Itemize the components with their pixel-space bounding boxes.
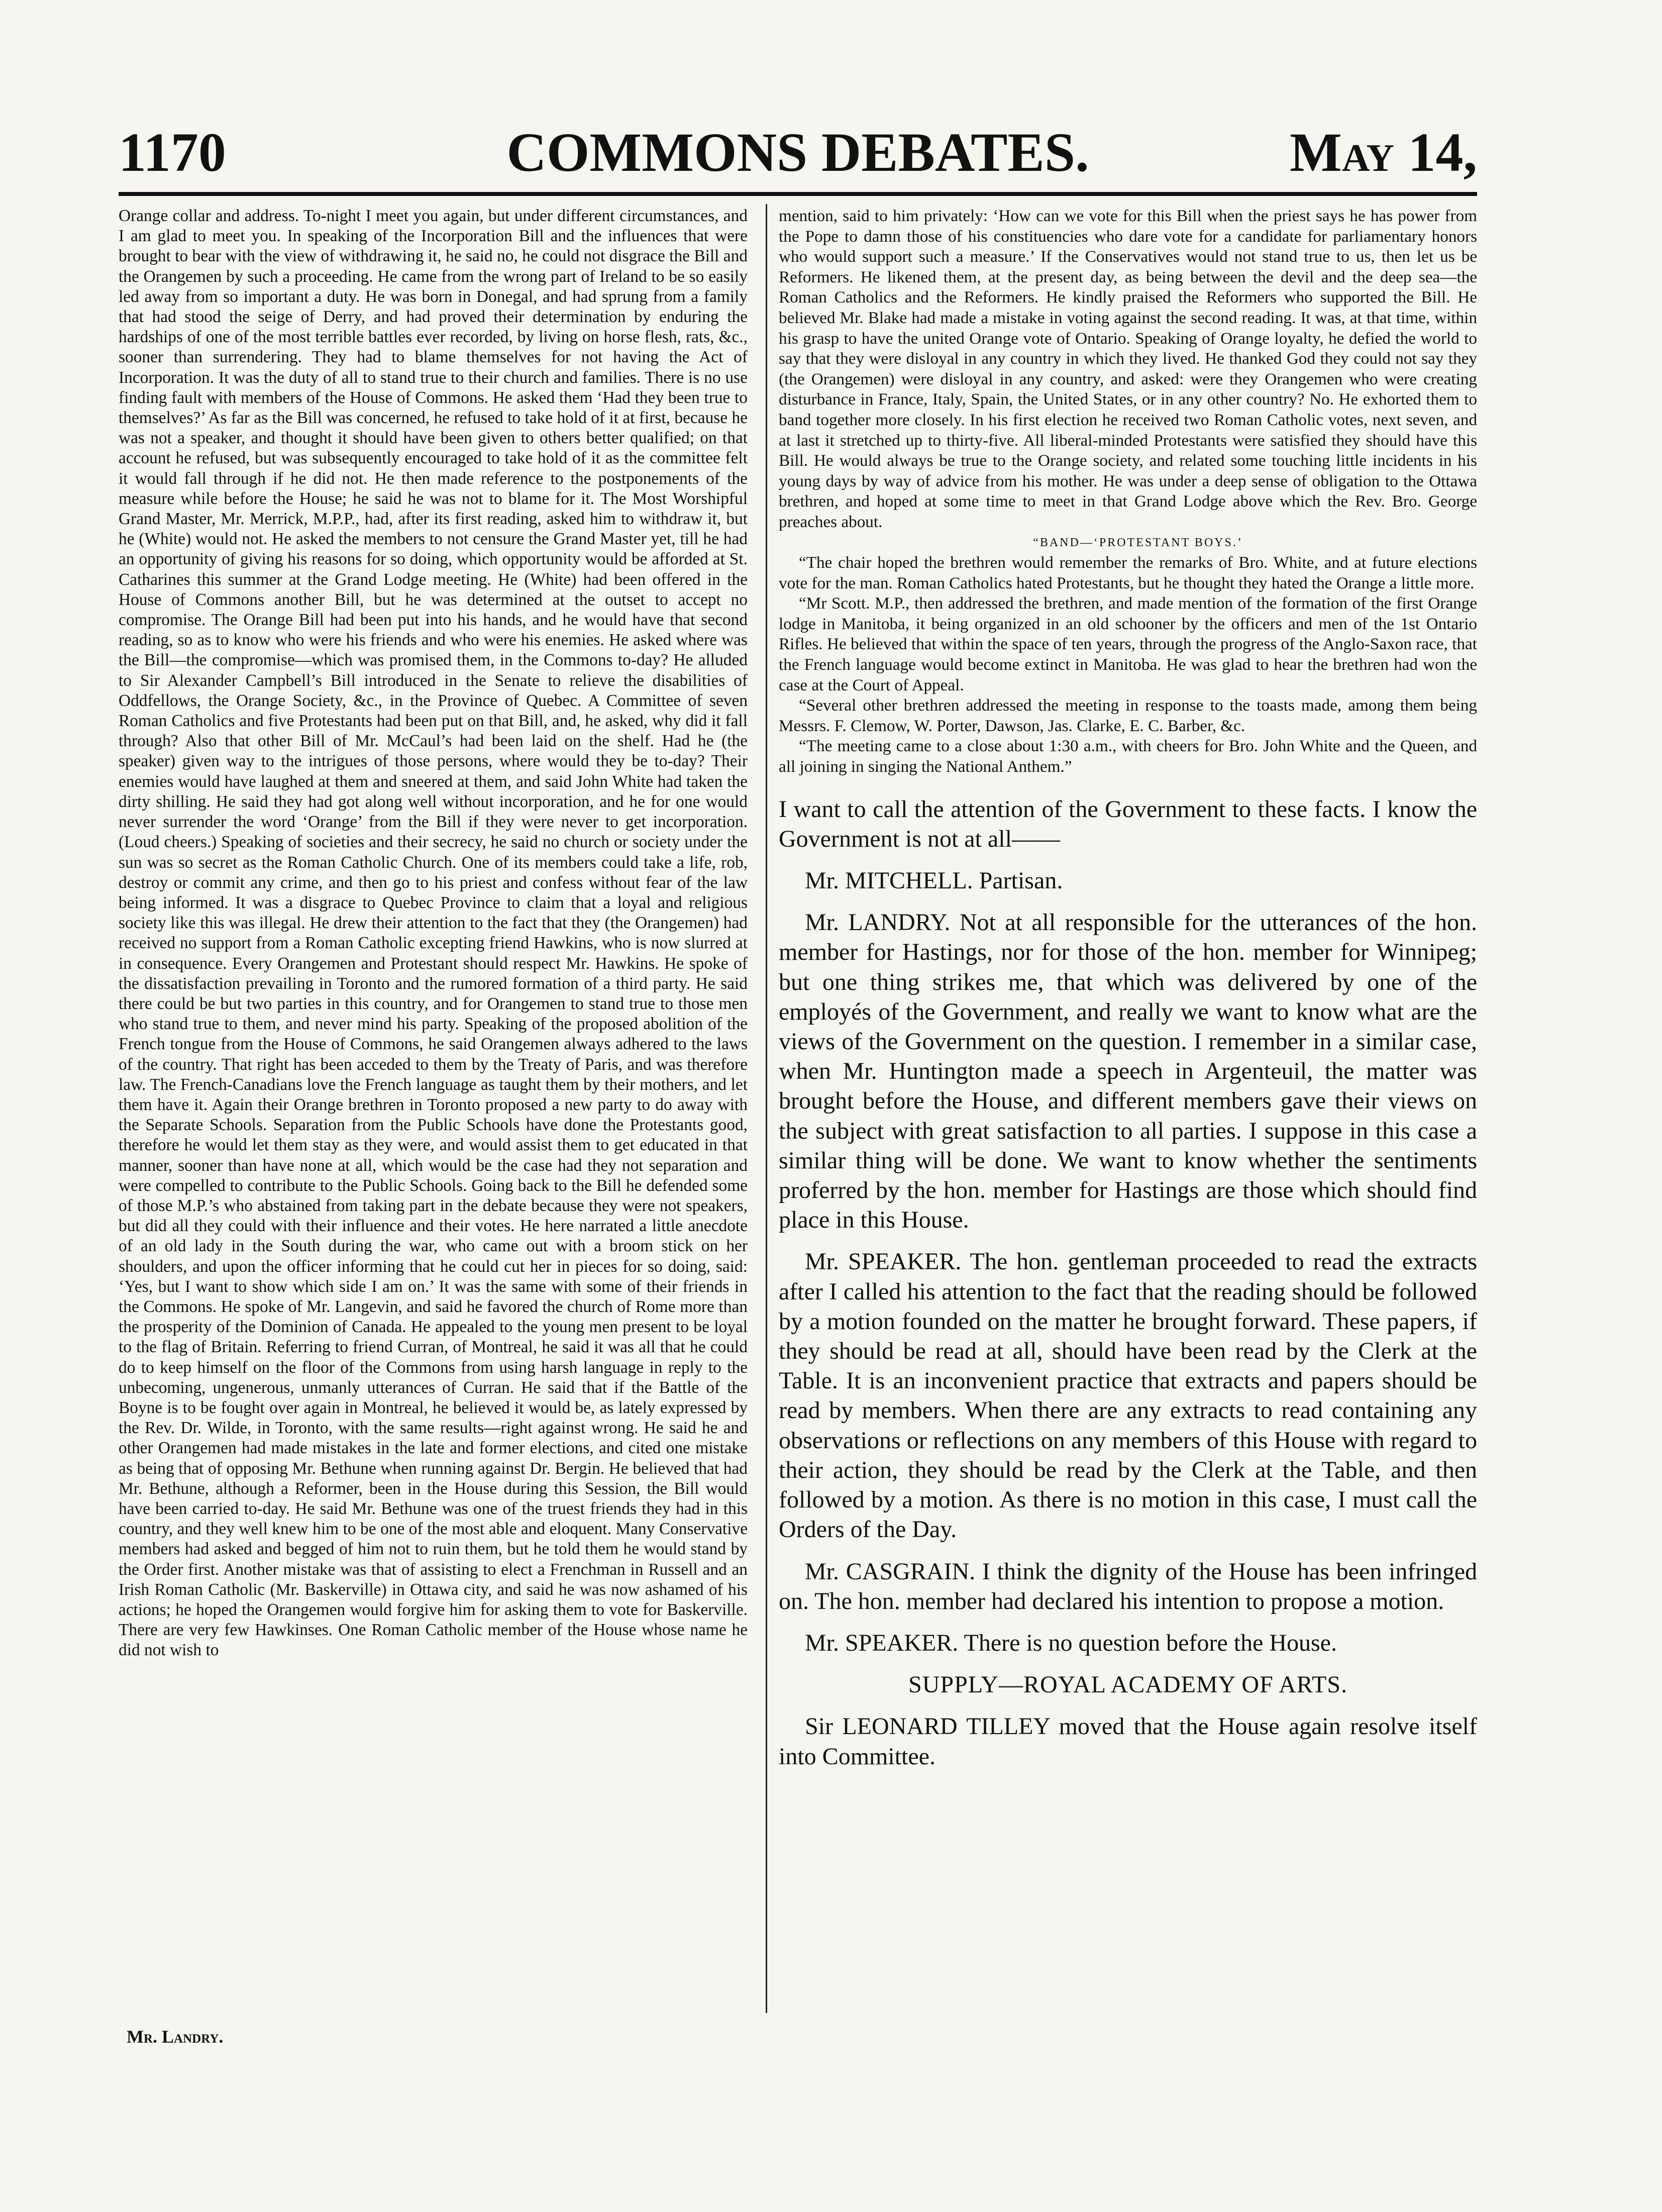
debate-paragraph: Mr. CASGRAIN. I think the dignity of the House has been infringed on. The hon. member had declared his intention to propose a motion.	[779, 1558, 1477, 1615]
quoted-report	[779, 206, 1477, 777]
quote-paragraph: “The chair hoped the brethren would remember the remarks of Bro. White, and at future elections vote for the man. Roman Catholics hated Protestants, but he thought they hated the Orange a little more.	[779, 553, 1477, 592]
debate-paragraph: Mr. LANDRY. Not at all responsible for the utterances of the hon. member for Hastings, nor for those of the hon. member for Winnipeg; but one thing strikes me, that which was delivered by one of the employés of the Government, and really we want to know what are the views of the Government on the question. I remember in a similar case, when Mr. Huntington made a speech in Argenteuil, the matter was brought before the House, and different members gave their views on the subject with great satisfaction to all parties. I suppose in this case a similar thing will be done. We want to know whether the sentiments proferred by the hon. member for Hastings are those which should find place in this House.	[779, 909, 1477, 1234]
quote-paragraph: “The meeting came to a close about 1:30 a.m., with cheers for Bro. John White and the Queen, and all joining in singing the National Anthem.”	[779, 737, 1477, 776]
debate-text	[779, 794, 1477, 1771]
quote-paragraph: “Several other brethren addressed the meeting in response to the toasts made, among them being Messrs. F. Clemow, W. Porter, Dawson, Jas. Clarke, E. C. Barber, &c.	[779, 696, 1477, 735]
page-number: 1170	[119, 122, 226, 183]
quote-subheading: “BAND—‘PROTESTANT BOYS.’	[1033, 536, 1243, 549]
debate-paragraph: Mr. MITCHELL. Partisan.	[805, 867, 1063, 894]
debate-paragraph: Sir LEONARD TILLEY moved that the House again resolve itself into Committee.	[779, 1713, 1477, 1770]
page-header	[119, 120, 1477, 185]
section-heading: SUPPLY—ROYAL ACADEMY OF ARTS.	[908, 1671, 1347, 1698]
debate-paragraph: Mr. SPEAKER. The hon. gentleman proceeded to read the extracts after I called his attention to the fact that the reading should be followed by a motion founded on the matter he brought forward. These papers, if they should be read at all, should have been read by the Clerk at the Table. It is an inconvenient practice that extracts and papers should be read by members. When there are any extracts to read containing any observations or reflections on any members of this House with regard to their action, they should be read by the Clerk at the Table, and then followed by a motion. As there is no motion in this case, I must call the Orders of the Day.	[779, 1248, 1477, 1543]
left-column	[119, 206, 748, 2000]
right-column	[779, 206, 1477, 1995]
footer-speaker-name: Mr. Landry.	[127, 2027, 224, 2047]
quote-paragraph: “Mr Scott. M.P., then addressed the brethren, and made mention of the formation of the first Orange lodge in Manitoba, it being organized in an old schooner by the officers and men of the 1st Ontario Rifles. He believed that within the space of ten years, through the progress of the Anglo-Saxon race, that the French language would become extinct in Manitoba. He was glad to hear the brethren had won the case at the Court of Appeal.	[779, 594, 1477, 694]
left-column-text: Orange collar and address. To-night I meet you again, but under different circumstances, and I am glad to meet you. In speaking of the Incorporation Bill and the influences that were brought to bear with the view of withdrawing it, he said no, he could not disgrace the Bill and the Orangemen by such a proceeding. He came from the wrong part of Ireland to be so easily led away from so important a duty. He was born in Donegal, and had sprung from a family that had stood the seige of Derry, and had proved their determination by enduring the hardships of one of the most terrible battles ever recorded, by living on horse flesh, rats, &c., sooner than surrendering. They had to blame themselves for not having the Act of Incorporation. It was the duty of all to stand true to their church and families. There is no use finding fault with members of the House of Commons. He asked them ‘Had they been true to themselves?’ As far as the Bill was concerned, he refused to take hold of it at first, because he was not a speaker, and thought it should have been given to others better qualified; on that account he refused, but was subsequently encouraged to take hold of it as the committee felt it would fall through if he did not. He then made reference to the postponements of the measure while before the House; he said he was not to blame for it. The Most Worshipful Grand Master, Mr. Merrick, M.P.P., had, after its first reading, asked him to withdraw it, but he (White) would not. He asked the members to not censure the Grand Master yet, till he had an opportunity of giving his reasons for so doing, which opportunity would be afforded at St. Catharines this summer at the Grand Lodge meeting. He (White) had been offered in the House of Commons another Bill, but he was determined at the outset to accept no compromise. The Orange Bill had been put into his hands, and he would have that second reading, so as to know who were his friends and who were his enemies. He asked where was the Bill—the compromise—which was promised them, in the Commons to-day? He alluded to Sir Alexander Campbell’s Bill introduced in the Senate to relieve the disabilities of Oddfellows, the Orange Society, &c., in the Province of Quebec. A Committee of seven Roman Catholics and five Protestants had been put on that Bill, and, he asked, why did it fall through? Also that other Bill of Mr. McCaul’s had been laid on the shelf. Had he (the speaker) given way to the intrigues of those persons, where would they be to-day? Their enemies would have laughed at them and sneered at them, and said John White had taken the dirty shilling. He said they had got along well without incorporation, and he for one would never surrender the word ‘Orange’ from the Bill if they were never to get incorporation. (Loud cheers.) Speaking of societies and their secrecy, he said no church or society under the sun was so secret as the Roman Catholic Church. One of its members could take a life, rob, destroy or commit any crime, and then go to his priest and confess without fear of the law being informed. It was a disgrace to Quebec Province to claim that a loyal and religious society like this was illegal. He drew their attention to the fact that they (the Orangemen) had received no support from a Roman Catholic excepting friend Hawkins, who is now slurred at in consequence. Every Orangemen and Protestant should respect Mr. Hawkins. He spoke of the dissatisfaction prevailing in Toronto and the rumored formation of a third party. He said there could be but two parties in this country, and for Orangemen to stand true to those men who stand true to them, and never mind his party. Speaking of the proposed abolition of the French tongue from the House of Commons, he said Orangemen always adhered to the laws of the country. That right has been acceded to them by the Treaty of Paris, and was therefore law. The French-Canadians love the French language as taught them by their mothers, and let them have it. Again their Orange brethren in Toronto proposed a new party to do away with the Separate Schools. Separation from the Public Schools have done the Protestants good, therefore he would let them stay as they were, and would assist them to get educated in that manner, sooner than have none at all, which would be the case had they not separation and were compelled to contribute to the Public Schools. Going back to the Bill he defended some of those M.P.’s who abstained from taking part in the debate because they were not speakers, but did all they could with their influence and their votes. He here narrated a little anecdote of an old lady in the South during the war, who came out with a broom stick on her shoulders, and upon the officer informing that he could cut her in pieces for so doing, said: ‘Yes, but I want to show which side I am on.’ It was the same with some of their friends in the Commons. He spoke of Mr. Langevin, and said he favored the church of Rome more than the prosperity of the Dominion of Canada. He appealed to the young men present to be loyal to the flag of Britain. Referring to friend Curran, of Montreal, he said it was all that he could do to keep himself on the floor of the Commons from using harsh language in reply to the unbecoming, ungenerous, unmanly utterances of Curran. He said that if the Battle of the Boyne is to be fought over again in Montreal, he believed it would be, as lately expressed by the Rev. Dr. Wilde, in Toronto, with the same results—right against wrong. He said he and other Orangemen had made mistakes in the late and former elections, and cited one mistake as being that of opposing Mr. Bethune when running against Dr. Bergin. He believed that had Mr. Bethune, although a Reformer, been in the House during this Session, the Bill would have been carried to-day. He said Mr. Bethune was one of the truest friends they had in this country, and they well knew him to be one of the most able and eloquent. Many Conservative members had asked and begged of him not to ruin them, but he told them he would stand by the Order first. Another mistake was that of assisting to elect a Frenchman in Russell and an Irish Roman Catholic (Mr. Baskerville) in Ottawa city, and said he was now ashamed of his actions; he hoped the Orangemen would forgive him for asking them to vote for Baskerville. There are very few Hawkinses. One Roman Catholic member of the House whose name he did not wish to	[119, 207, 748, 1660]
debate-paragraph: I want to call the attention of the Government to these facts. I know the Government is not at all——	[779, 795, 1477, 852]
quote-paragraph: mention, said to him privately: ‘How can we vote for this Bill when the priest says he has power from the Pope to damn those of his constituencies who dare vote for a candidate for parliamentary honors who would support such a measure.’ If the Conservatives would not stand true to us, then let us be Reformers. He likened them, at the present day, as being between the devil and the deep sea—the Roman Catholics and the Reformers. He kindly praised the Reformers who supported the Bill. He believed Mr. Blake had made a mistake in voting against the second reading. It was, at that time, within his grasp to have the united Orange vote of Ontario. Speaking of Orange loyalty, he defied the world to say that they were disloyal in any country in which they lived. He thanked God they could not say they (the Orangemen) were disloyal in any country, and asked: were they Orangemen who were creating disturbance in France, Italy, Spain, the United States, or in any other country? No. He exhorted them to band together more closely. In his first election he received two Roman Catholic votes, next seven, and at last it stretched up to thirty-five. All liberal-minded Protestants were satisfied they should have this Bill. He would always be true to the Orange society, and related some touching little incidents in his young days by way of advice from his mother. He was under a deep sense of obligation to the Ottawa brethren, and hoped at some time to meet in that Grand Lodge above which the Rev. Bro. George preaches about.	[779, 207, 1477, 531]
publication-title: COMMONS DEBATES.	[506, 122, 1089, 183]
header-rule	[119, 192, 1477, 196]
column-divider	[766, 204, 767, 2013]
page-date: May 14,	[1290, 122, 1477, 183]
debate-paragraph: Mr. SPEAKER. There is no question before the House.	[805, 1629, 1337, 1656]
